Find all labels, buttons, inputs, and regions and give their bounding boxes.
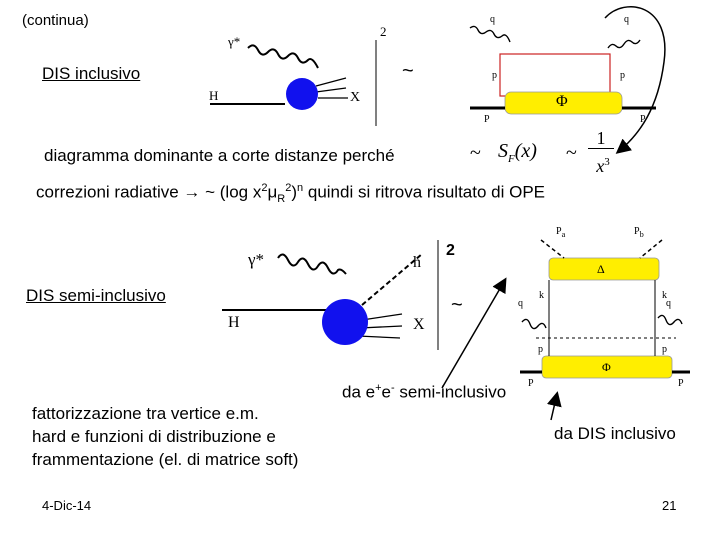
photon-label-2: γ* <box>248 250 265 269</box>
dis-semi-inclusive-label: DIS semi-inclusivo <box>26 286 166 305</box>
Pa-label: $P_a$ <box>556 226 566 239</box>
factorization-line: hard e funzioni di distribuzione e <box>32 427 276 446</box>
structure-function: $S_F(x)$ <box>498 140 537 165</box>
dominant-diagram-text: diagramma dominante a corte distanze perché <box>44 146 395 165</box>
p-left-label-2: p <box>538 344 543 355</box>
fraction-numerator: 1 <box>588 128 614 149</box>
Pb-label: $P_b$ <box>634 226 644 239</box>
photon-line <box>248 45 318 68</box>
factorization-line: frammentazione (el. di matrice soft) <box>32 450 299 469</box>
k-right-label: k <box>662 290 667 301</box>
q-left-label-2: q <box>518 298 523 309</box>
p-right-label: p <box>620 70 625 81</box>
pa-line <box>541 240 564 258</box>
q-left-label: q <box>490 14 495 25</box>
photon-left <box>470 26 510 42</box>
phi-label-2: Φ <box>602 360 611 374</box>
fraction-denominator: $x^3$ <box>596 156 610 176</box>
delta-label: Δ <box>597 262 605 276</box>
dis-inclusive-label: DIS inclusivo <box>42 64 141 83</box>
corrections-text: correzioni radiative → ~ (log $x^2\mu_R^2)^n$ quindi si ritrova risultato di OPE <box>36 182 546 206</box>
final-state-lines <box>316 78 348 98</box>
page-number: 21 <box>662 498 677 513</box>
P-left-label-2: P <box>528 378 534 389</box>
tilde-3: ~ <box>566 142 577 164</box>
k-left-label: k <box>539 290 544 301</box>
p-left-label: p <box>492 70 497 81</box>
dis-inclusive-diagram <box>210 40 376 126</box>
P-right-label-2: P <box>678 378 684 389</box>
square-label-2: 2 <box>446 242 455 259</box>
final-state-label-2: X <box>413 316 425 333</box>
arrow-dis <box>551 394 557 420</box>
final-state-label: X <box>350 90 361 105</box>
q-right-label: q <box>624 14 629 25</box>
hadron-label-2: H <box>228 314 240 331</box>
dis-annotation: da DIS inclusivo <box>554 424 676 443</box>
factorization-line: fattorizzazione tra vertice e.m. <box>32 404 259 423</box>
tilde-4: ~ <box>451 294 463 316</box>
hadron-label: H <box>209 88 219 103</box>
pb-line <box>640 240 662 258</box>
P-right-label: P <box>640 114 646 125</box>
factorization-text <box>32 402 298 471</box>
phi-label: Φ <box>556 93 568 110</box>
tilde-2: ~ <box>470 142 481 164</box>
footer-date: 4-Dic-14 <box>42 498 92 513</box>
semi-inclusive-handbag <box>520 240 690 378</box>
hadron-blob <box>286 78 318 110</box>
slide-header: (continua) <box>22 12 89 29</box>
q-box <box>500 54 610 96</box>
detected-hadron-label: h <box>413 254 421 271</box>
photon-right <box>608 40 640 48</box>
q-right-label-2: q <box>666 298 671 309</box>
photon-label: γ* <box>228 34 241 49</box>
ee-annotation: da e+e- semi-inclusivo <box>342 382 507 402</box>
p-right-label-2: p <box>662 344 667 355</box>
hadron-blob-2 <box>322 299 368 345</box>
tilde-1: ~ <box>402 60 414 82</box>
photon-right-2 <box>658 315 682 324</box>
photon-line-2 <box>278 254 346 274</box>
square-label: 2 <box>380 24 387 39</box>
P-left-label: P <box>484 114 490 125</box>
photon-left-2 <box>522 319 546 328</box>
